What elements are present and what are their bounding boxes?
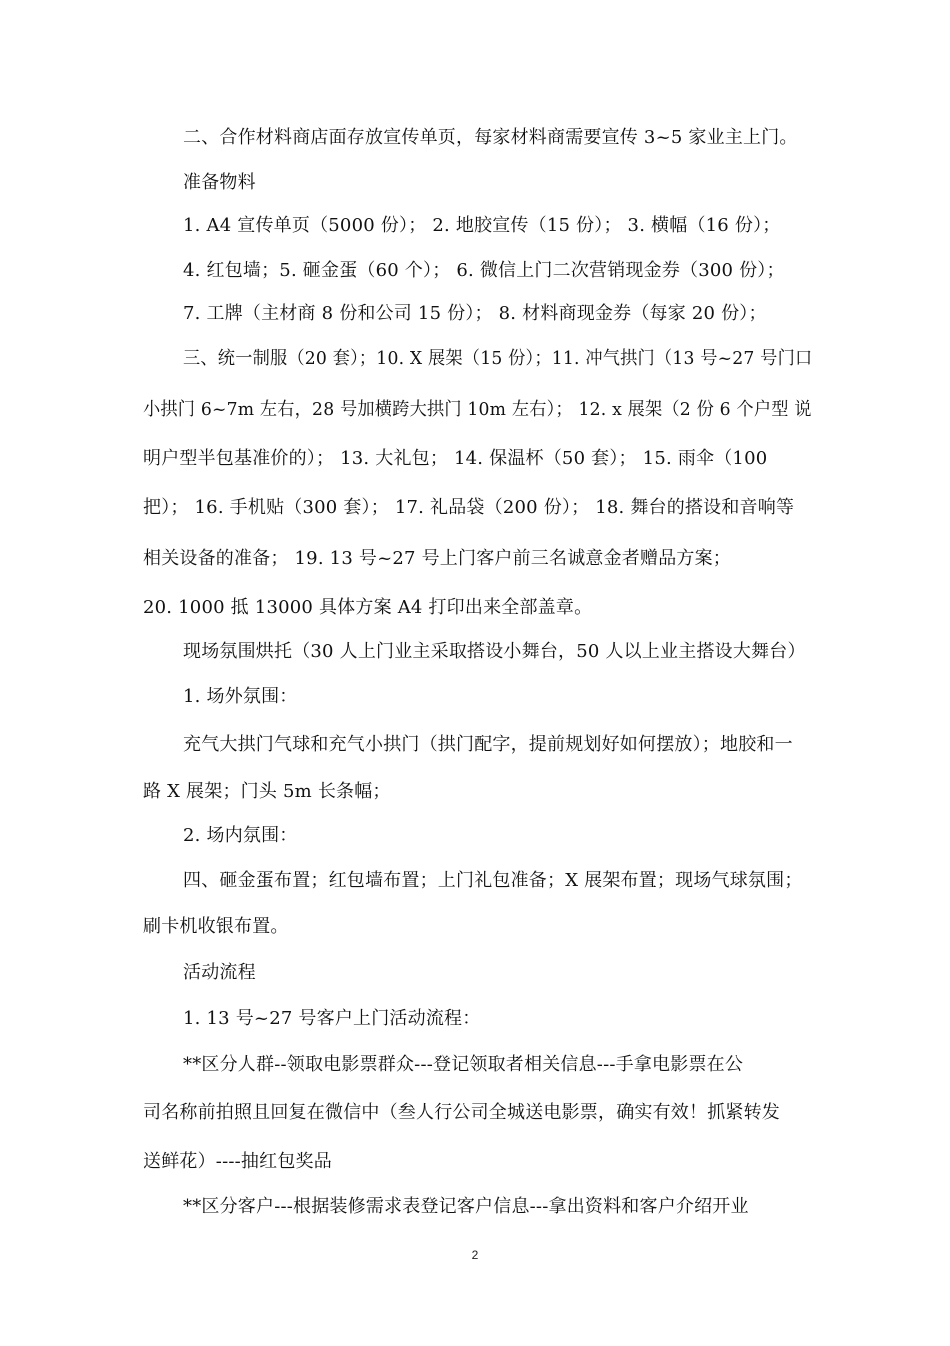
list-item: 1. 场外氛围： (183, 686, 298, 707)
list-item: 7. 工牌（主材商 8 份和公司 15 份）； 8. 材料商现金券（每家 20 份）； (183, 303, 767, 324)
list-item: 4. 红包墙；5. 砸金蛋（60 个）； 6. 微信上门二次营销现金券（300 份）； (183, 260, 785, 281)
paragraph-line: **区分人群--领取电影票群众---登记领取者相关信息---手拿电影票在公 (183, 1054, 744, 1075)
list-item: 1. A4 宣传单页（5000 份）； 2. 地胶宣传（15 份）； 3. 横幅（16 份）； (183, 215, 781, 236)
paragraph-line: 刷卡机收银布置。 (143, 916, 289, 937)
list-item: 2. 场内氛围： (183, 825, 298, 846)
paragraph-line: 充气大拱门气球和充气小拱门（拱门配字，提前规划好如何摆放）；地胶和一 (183, 734, 793, 755)
paragraph-line: 送鲜花）----抽红包奖品 (143, 1151, 332, 1172)
page-number: 2 (471, 1248, 479, 1262)
paragraph-line: 二、合作材料商店面存放宣传单页，每家材料商需要宣传 3~5 家业主上门。 (183, 127, 798, 148)
paragraph-line: 相关设备的准备； 19. 13 号~27 号上门客户前三名诚意金者赠品方案； (143, 548, 732, 569)
paragraph-line: 20. 1000 抵 13000 具体方案 A4 打印出来全部盖章。 (143, 597, 593, 618)
paragraph-line: 三、统一制服（20 套）；10. X 展架（15 份）；11. 冲气拱门（13 号~27 号门口 (183, 348, 813, 369)
list-item: 1. 13 号~27 号客户上门活动流程： (183, 1008, 481, 1029)
paragraph-line: 明户型半包基准价的）； 13. 大礼包； 14. 保温杯（50 套）； 15. 雨伞（100 (143, 448, 768, 469)
paragraph-line: 路 X 展架；门头 5m 长条幅； (143, 781, 391, 802)
section-heading: 现场氛围烘托（30 人上门业主采取搭设小舞台，50 人以上业主搭设大舞台） (183, 641, 806, 662)
paragraph-line: 把）； 16. 手机贴（300 套）； 17. 礼品袋（200 份）； 18. 舞台的搭设和音响等 (143, 497, 795, 518)
section-heading: 活动流程 (183, 962, 256, 983)
paragraph-line: 司名称前拍照且回复在微信中（叁人行公司全城送电影票，确实有效！抓紧转发 (143, 1102, 780, 1123)
paragraph-line: 四、砸金蛋布置；红包墙布置；上门礼包准备；X 展架布置；现场气球氛围； (183, 870, 803, 891)
section-heading: 准备物料 (183, 172, 256, 193)
paragraph-line: 小拱门 6~7m 左右，28 号加横跨大拱门 10m 左右）； 12. x 展架（2 份 6 个户型 说 (143, 399, 812, 420)
paragraph-line: **区分客户---根据装修需求表登记客户信息---拿出资料和客户介绍开业 (183, 1196, 749, 1217)
